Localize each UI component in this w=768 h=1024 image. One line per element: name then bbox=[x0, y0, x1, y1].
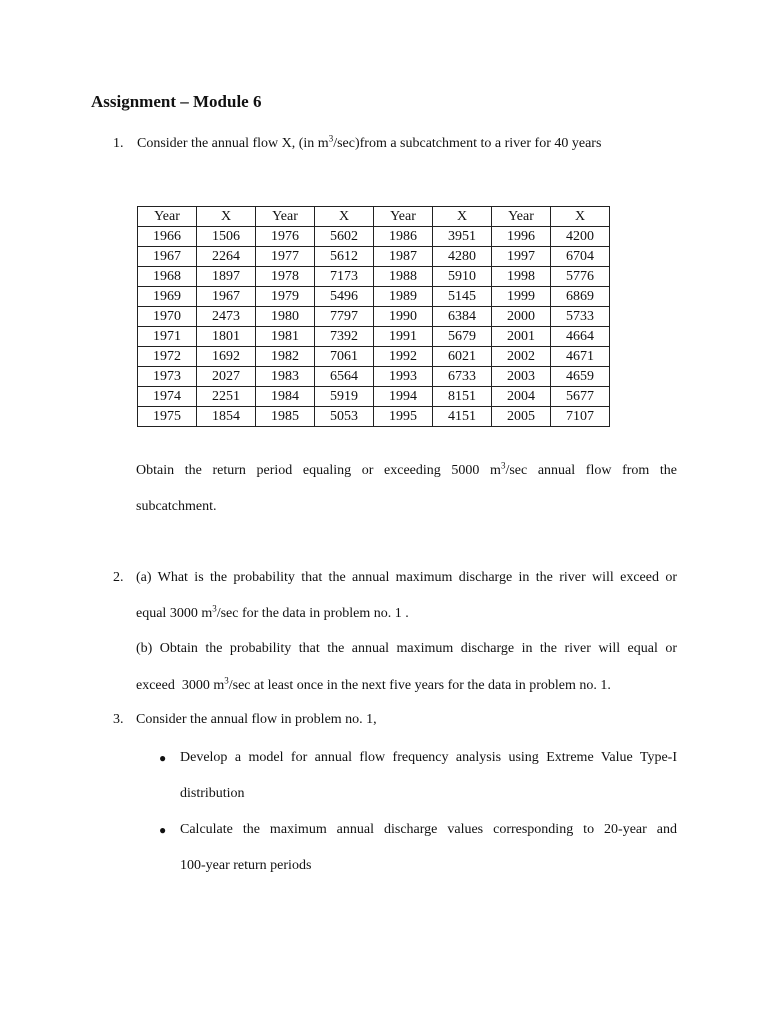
year-cell: 1970 bbox=[138, 307, 197, 327]
year-cell: 1975 bbox=[138, 407, 197, 427]
table-row bbox=[138, 287, 610, 307]
year-cell: 1998 bbox=[492, 267, 551, 287]
year-cell: 1997 bbox=[492, 247, 551, 267]
header-x-4: X bbox=[551, 207, 610, 227]
flow-value-cell: 6564 bbox=[315, 367, 374, 387]
year-cell: 1972 bbox=[138, 347, 197, 367]
year-cell: 1993 bbox=[374, 367, 433, 387]
flow-value-cell: 7061 bbox=[315, 347, 374, 367]
year-cell: 1986 bbox=[374, 227, 433, 247]
obtain-text-part-b: /sec annual flow from the bbox=[505, 463, 678, 478]
flow-value-cell: 7392 bbox=[315, 327, 374, 347]
question-3-intro: Consider the annual flow in problem no. 1, bbox=[136, 712, 377, 727]
flow-value-cell: 5602 bbox=[315, 227, 374, 247]
q2a-line2-part-b: /sec for the data in problem no. 1 . bbox=[216, 606, 409, 621]
flow-value-cell: 5612 bbox=[315, 247, 374, 267]
flow-value-cell: 3951 bbox=[433, 227, 492, 247]
flow-value-cell: 5145 bbox=[433, 287, 492, 307]
table-body bbox=[138, 227, 610, 427]
flow-value-cell: 2264 bbox=[197, 247, 256, 267]
table-row bbox=[138, 347, 610, 367]
bullet-1-line-1: Develop a model for annual flow frequency analysis using Extreme Value Type-I bbox=[180, 750, 677, 765]
year-cell: 1966 bbox=[138, 227, 197, 247]
year-cell: 1979 bbox=[256, 287, 315, 307]
annual-flow-table bbox=[137, 206, 610, 427]
flow-value-cell: 4200 bbox=[551, 227, 610, 247]
year-cell: 1973 bbox=[138, 367, 197, 387]
year-cell: 1994 bbox=[374, 387, 433, 407]
year-cell: 1968 bbox=[138, 267, 197, 287]
flow-value-cell: 1967 bbox=[197, 287, 256, 307]
page-title: Assignment – Module 6 bbox=[91, 92, 262, 111]
header-x-2: X bbox=[315, 207, 374, 227]
year-cell: 1996 bbox=[492, 227, 551, 247]
year-cell: 1981 bbox=[256, 327, 315, 347]
year-cell: 1992 bbox=[374, 347, 433, 367]
table-row bbox=[138, 267, 610, 287]
year-cell: 1971 bbox=[138, 327, 197, 347]
year-cell: 1976 bbox=[256, 227, 315, 247]
flow-value-cell: 2473 bbox=[197, 307, 256, 327]
bullet-1-line-2: distribution bbox=[180, 786, 245, 801]
year-cell: 2000 bbox=[492, 307, 551, 327]
obtain-text-part-a: Obtain the return period equaling or exceeding 5000 m bbox=[136, 463, 501, 478]
table-row bbox=[138, 247, 610, 267]
question-1-number: 1. bbox=[113, 136, 124, 151]
year-cell: 1991 bbox=[374, 327, 433, 347]
flow-value-cell: 6869 bbox=[551, 287, 610, 307]
bullet-2-line-2: 100-year return periods bbox=[180, 858, 312, 873]
year-cell: 2003 bbox=[492, 367, 551, 387]
year-cell: 1978 bbox=[256, 267, 315, 287]
year-cell: 1977 bbox=[256, 247, 315, 267]
year-cell: 1983 bbox=[256, 367, 315, 387]
question-2a-line-1: (a) What is the probability that the annual maximum discharge in the river will exceed or bbox=[136, 570, 677, 585]
header-x-3: X bbox=[433, 207, 492, 227]
table-row bbox=[138, 367, 610, 387]
year-cell: 1999 bbox=[492, 287, 551, 307]
flow-value-cell: 5919 bbox=[315, 387, 374, 407]
obtain-superscript: 3 bbox=[500, 460, 506, 471]
flow-value-cell: 4671 bbox=[551, 347, 610, 367]
flow-value-cell: 5733 bbox=[551, 307, 610, 327]
bullet-2-line-1: Calculate the maximum annual discharge values corresponding to 20-year and bbox=[180, 822, 677, 837]
flow-value-cell: 4664 bbox=[551, 327, 610, 347]
year-cell: 1995 bbox=[374, 407, 433, 427]
question-2-number: 2. bbox=[113, 570, 124, 585]
question-3-number: 3. bbox=[113, 712, 124, 727]
year-cell: 1982 bbox=[256, 347, 315, 367]
year-cell: 2002 bbox=[492, 347, 551, 367]
year-cell: 1985 bbox=[256, 407, 315, 427]
year-cell: 1987 bbox=[374, 247, 433, 267]
q2b-line2-part-b: /sec at least once in the next five years for the data in problem no. 1. bbox=[228, 678, 611, 693]
q2b-superscript: 3 bbox=[224, 675, 229, 686]
q2a-superscript: 3 bbox=[212, 603, 217, 614]
flow-value-cell: 5496 bbox=[315, 287, 374, 307]
table-row bbox=[138, 307, 610, 327]
flow-value-cell: 5053 bbox=[315, 407, 374, 427]
q2a-line2-part-a: equal 3000 m bbox=[136, 606, 213, 621]
question-1-obtain-line bbox=[136, 461, 677, 481]
flow-value-cell: 1854 bbox=[197, 407, 256, 427]
table-row bbox=[138, 387, 610, 407]
header-x-1: X bbox=[197, 207, 256, 227]
q2b-line2-part-a: exceed 3000 m bbox=[136, 678, 225, 693]
flow-value-cell: 6021 bbox=[433, 347, 492, 367]
year-cell: 2004 bbox=[492, 387, 551, 407]
question-1-text-part-a: Consider the annual flow X, (in m bbox=[137, 136, 329, 151]
question-2b-line-1: (b) Obtain the probability that the annual maximum discharge in the river will equal or bbox=[136, 641, 677, 656]
flow-value-cell: 5776 bbox=[551, 267, 610, 287]
flow-value-cell: 4151 bbox=[433, 407, 492, 427]
flow-value-cell: 6384 bbox=[433, 307, 492, 327]
year-cell: 1974 bbox=[138, 387, 197, 407]
flow-value-cell: 4659 bbox=[551, 367, 610, 387]
flow-value-cell: 1897 bbox=[197, 267, 256, 287]
header-year-1: Year bbox=[138, 207, 197, 227]
flow-value-cell: 4280 bbox=[433, 247, 492, 267]
question-1-text-part-b: /sec)from a subcatchment to a river for 40 years bbox=[333, 136, 602, 151]
flow-value-cell: 2027 bbox=[197, 367, 256, 387]
flow-value-cell: 7107 bbox=[551, 407, 610, 427]
question-1-superscript: 3 bbox=[328, 133, 334, 144]
flow-value-cell: 8151 bbox=[433, 387, 492, 407]
year-cell: 1989 bbox=[374, 287, 433, 307]
year-cell: 1969 bbox=[138, 287, 197, 307]
flow-value-cell: 6733 bbox=[433, 367, 492, 387]
table-header-row bbox=[138, 207, 610, 227]
year-cell: 1967 bbox=[138, 247, 197, 267]
year-cell: 2005 bbox=[492, 407, 551, 427]
table-row bbox=[138, 227, 610, 247]
year-cell: 1980 bbox=[256, 307, 315, 327]
year-cell: 1984 bbox=[256, 387, 315, 407]
flow-value-cell: 5910 bbox=[433, 267, 492, 287]
flow-value-cell: 1692 bbox=[197, 347, 256, 367]
question-2b-line-2 bbox=[136, 676, 611, 696]
flow-value-cell: 5679 bbox=[433, 327, 492, 347]
question-2a-line-2 bbox=[136, 604, 409, 624]
header-year-4: Year bbox=[492, 207, 551, 227]
year-cell: 2001 bbox=[492, 327, 551, 347]
header-year-2: Year bbox=[256, 207, 315, 227]
header-year-3: Year bbox=[374, 207, 433, 227]
table-row bbox=[138, 407, 610, 427]
bullet-2-icon: ● bbox=[159, 823, 167, 837]
flow-value-cell: 1506 bbox=[197, 227, 256, 247]
year-cell: 1988 bbox=[374, 267, 433, 287]
flow-value-cell: 1801 bbox=[197, 327, 256, 347]
flow-value-cell: 7173 bbox=[315, 267, 374, 287]
flow-value-cell: 2251 bbox=[197, 387, 256, 407]
year-cell: 1990 bbox=[374, 307, 433, 327]
flow-value-cell: 5677 bbox=[551, 387, 610, 407]
question-1-text bbox=[137, 134, 601, 154]
flow-value-cell: 6704 bbox=[551, 247, 610, 267]
bullet-1-icon: ● bbox=[159, 751, 167, 765]
table-row bbox=[138, 327, 610, 347]
question-1-obtain-line-2: subcatchment. bbox=[136, 499, 217, 514]
flow-value-cell: 7797 bbox=[315, 307, 374, 327]
